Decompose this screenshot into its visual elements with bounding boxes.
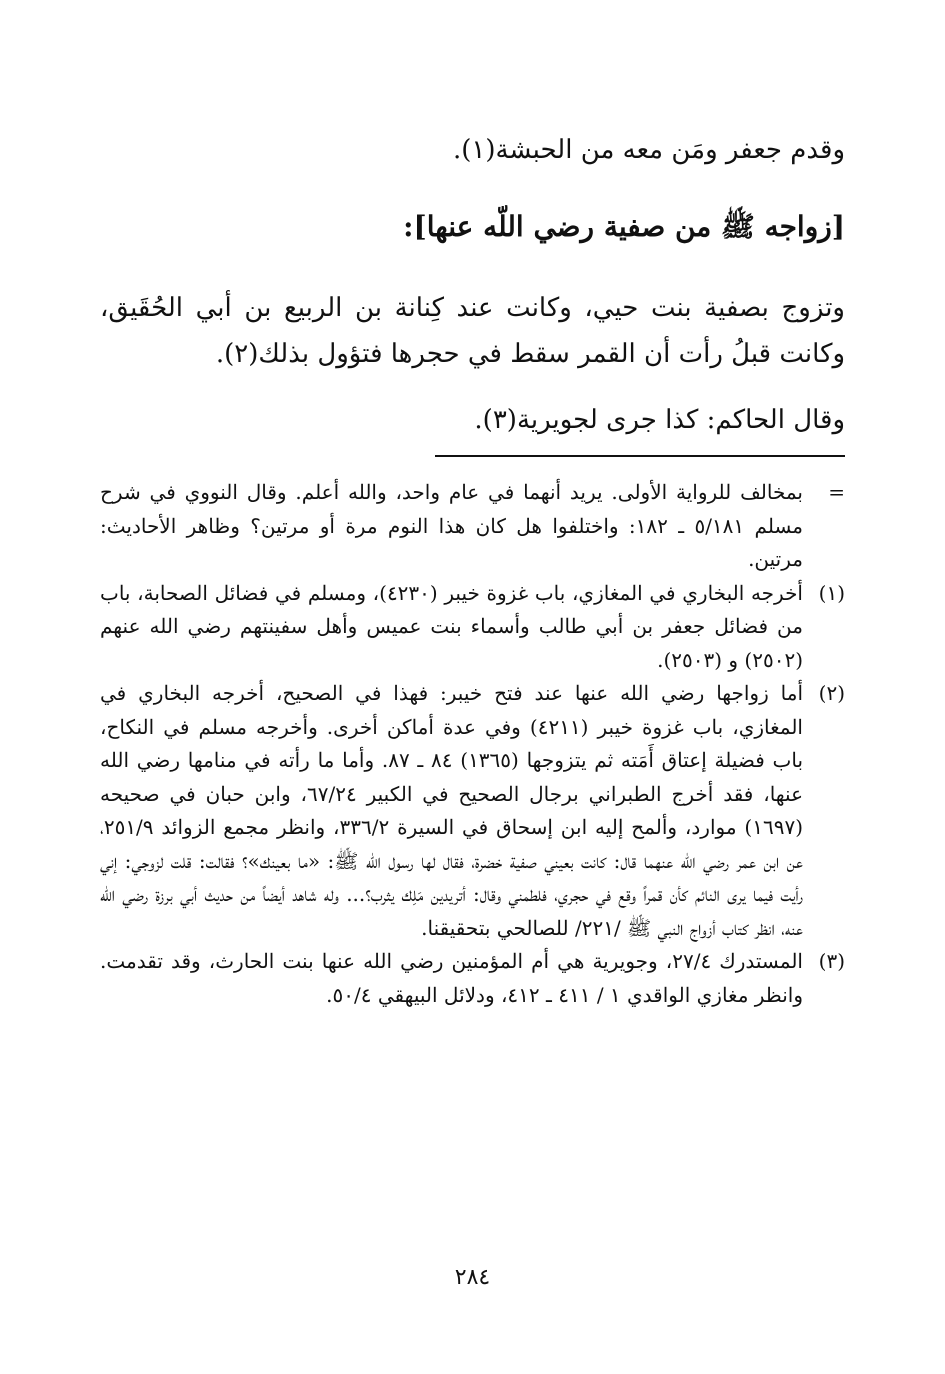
footnote-2 [100, 677, 845, 945]
footnote-marker: = [828, 480, 845, 504]
body-line-hakim: وقال الحاكم: كذا جرى لجويرية(٣). [474, 405, 845, 435]
footnote-divider [435, 455, 845, 457]
footnote-text: أخرجه البخاري في المغازي، باب غزوة خيبر (٤٢٣٠)، ومسلم في فضائل الصحابة، باب من فضائل جعفر بن أبي طالب وأسماء بنت عميس وأهل سفينتهم رضي الله عنهم (٢٥٠٢) و (٢٥٠٣). [100, 580, 803, 672]
footnote-text: بمخالف للرواية الأولى. يريد أنهما في عام واحد، والله أعلم. وقال النووي في شرح مسلم ٥/١٨١ ـ ١٨٢: واختلفوا هل كان هذا النوم مرة أو مرتين؟ وظاهر الأحاديث: مرتين. [100, 480, 804, 571]
section-heading: [زواجه ﷺ من صفية رضي اللّه عنها]: [403, 210, 845, 243]
footnote-3 [100, 945, 845, 1012]
footnote-marker: (٢) [818, 681, 845, 705]
body-line-jafar: وقدم جعفر ومَن معه من الحبشة(١). [452, 135, 845, 165]
footnote-marker: (١) [818, 580, 845, 605]
footnote-text: أما زواجها رضي الله عنها عند فتح خيبر: فهذا في الصحيح، أخرجه البخاري في المغازي، باب غزوة خيبر (٤٢١١) وفي عدة أماكن أخرى. وأخرجه مسلم في النكاح، باب فضيلة إعتاق أَمَته ثم يتزوجها (١٣٦٥) ٨٤ ـ ٨٧. وأما ما رأته في منامها رضي الله عنها، فقد أخرج الطبراني برجال الصحيح في الكبير ٦٧/٢٤، وابن حبان في صحيحه (١٦٩٧) موارد، وألمح إليه ابن إسحاق في السيرة ٣٣٦/٢، وانظر مجمع الزوائد ٢٥١/٩، عن ابن عمر رضي الله عنهما قال: كانت بعيني صفية خضرة، فقال لها رسول الله ﷺ: «ما بعينك»؟ فقالت: قلت لزوجي: إني رأيت فيما يرى النائم كأن قمراً وقع في حجري، فلطمني وقال: أتريدين مَلِك يثرب؟... وله شاهد أيضاً من حديث أبي برزة رضي الله عنه، انظر كتاب أزواج النبي ﷺ /٢٢١/ للصالحي بتحقيقنا. [100, 681, 804, 940]
footnote-continuation [100, 476, 845, 577]
body-paragraph-safiyya: وتزوج بصفية بنت حيي، وكانت عند كِنانة بن الربيع بن أبي الحُقَيق، وكانت قبلُ رأت أن القمر سقط في حجرها فتؤول بذلك(٢). [100, 293, 845, 369]
footnote-marker: (٣) [818, 949, 845, 973]
footnote-1 [100, 577, 845, 678]
footnote-text: المستدرك ٢٧/٤، وجويرية هي أم المؤمنين رضي الله عنها بنت الحارث، وقد تقدمت. وانظر مغازي الواقدي ١ / ٤١١ ـ ٤١٢، ودلائل البيهقي ٥٠/٤. [100, 949, 803, 1007]
page-number: ٢٨٤ [454, 1265, 491, 1290]
footnotes [100, 476, 845, 1012]
